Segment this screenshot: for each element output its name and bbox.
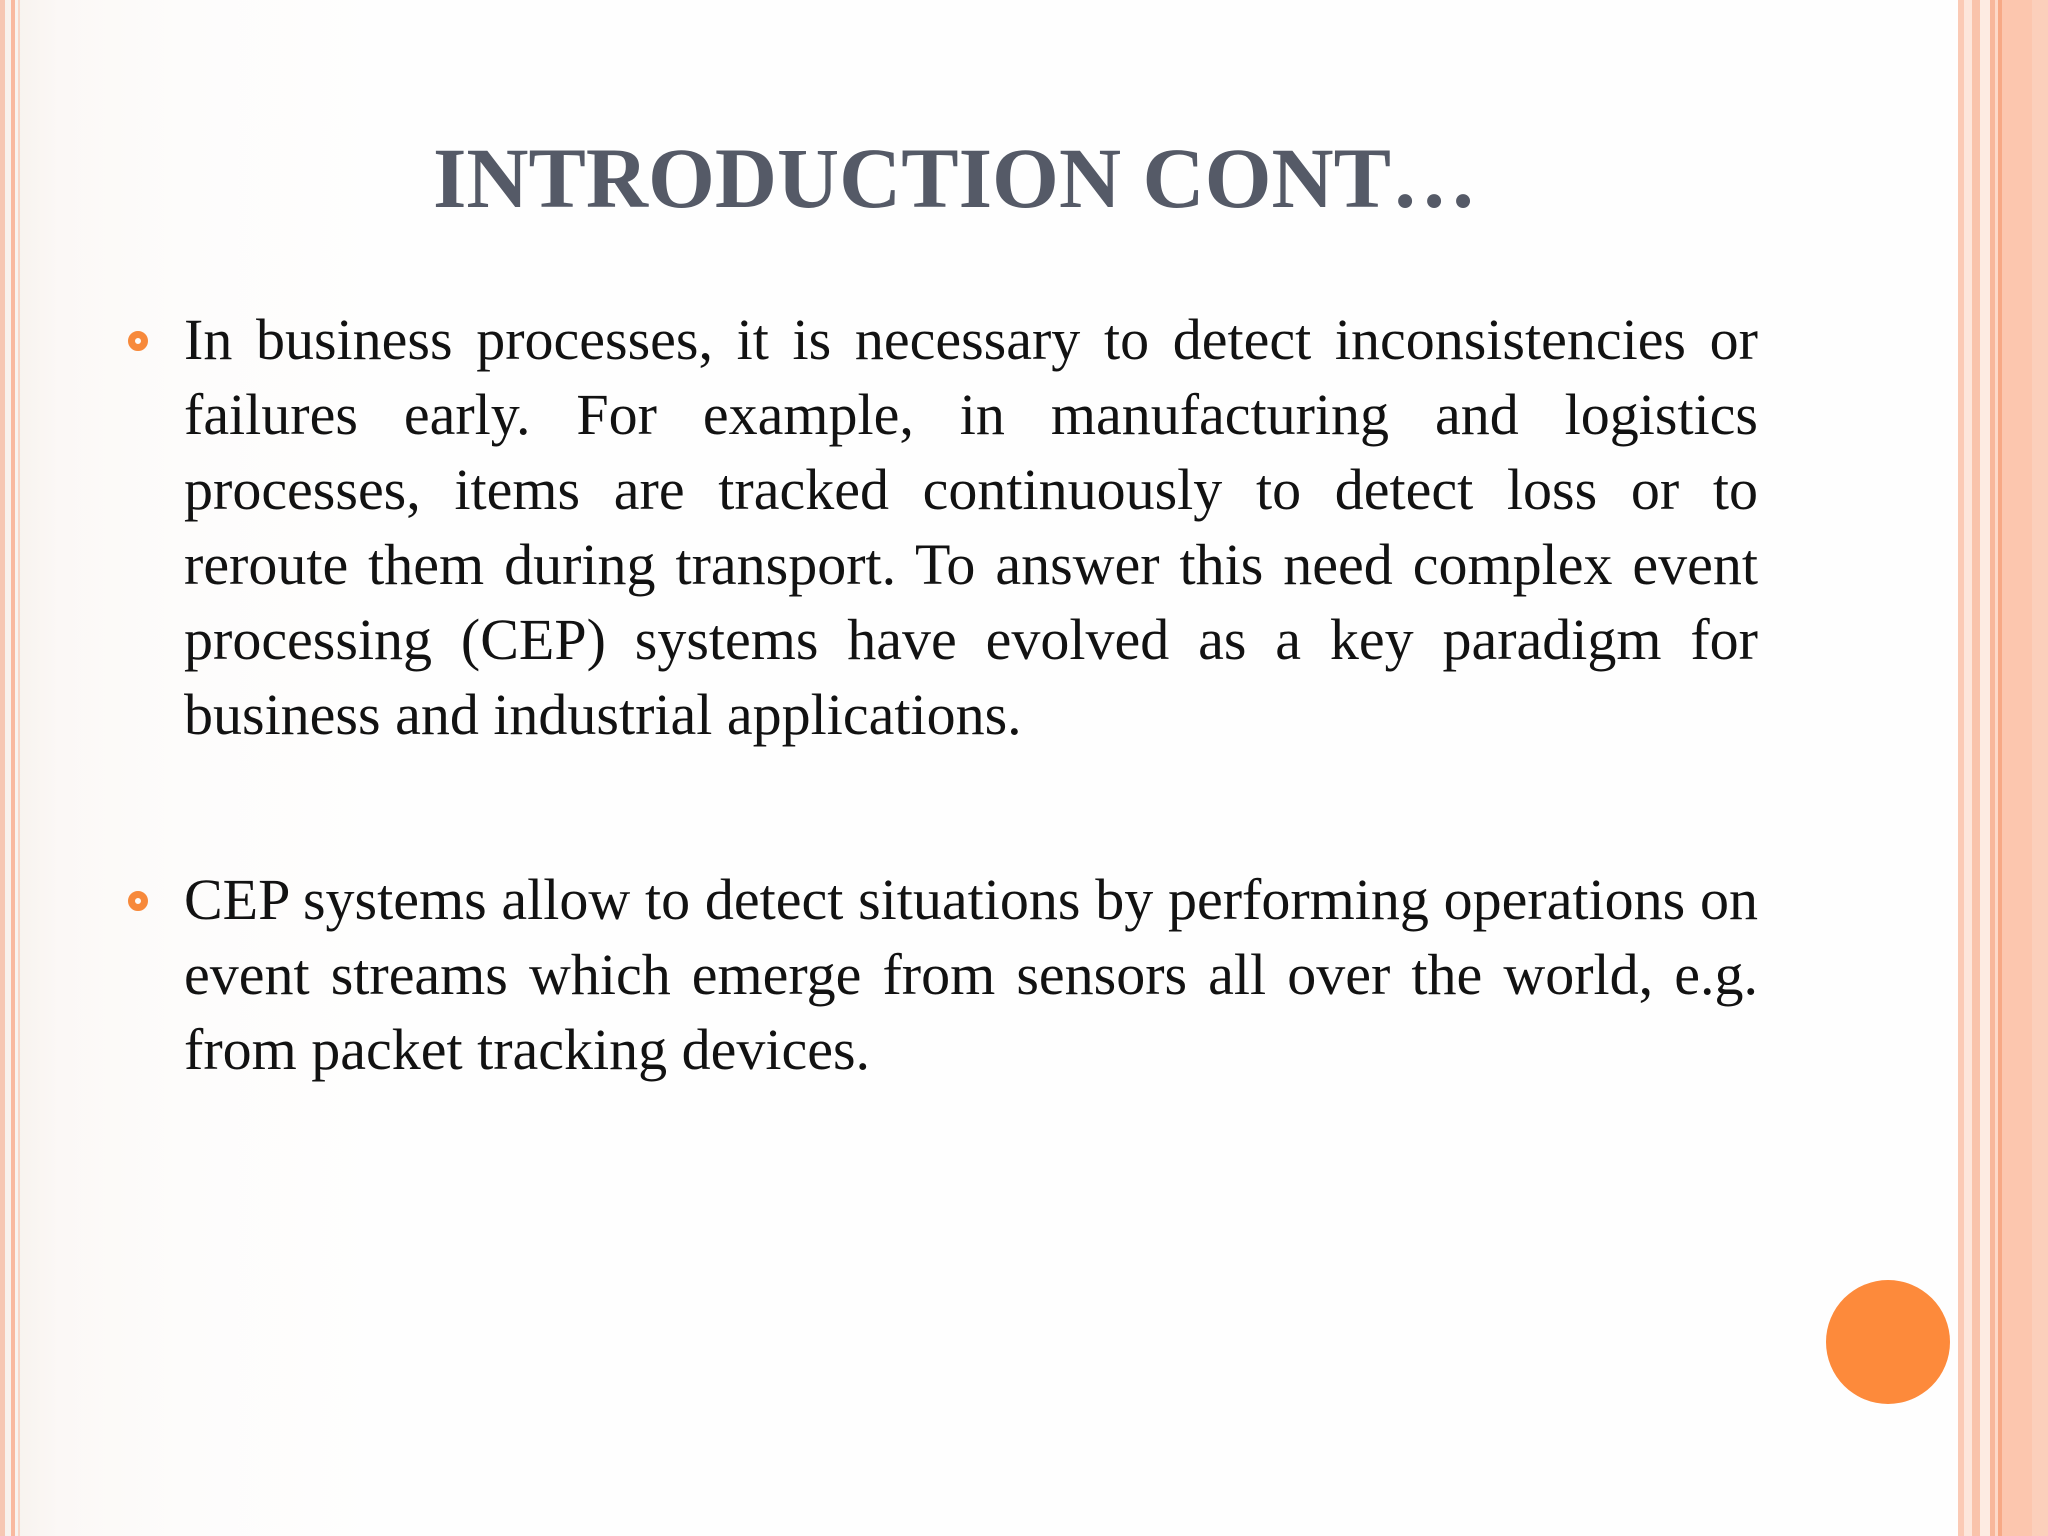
left-border-line (11, 0, 15, 1536)
right-stripe (1980, 0, 1990, 1536)
bullet-item (122, 302, 1758, 752)
ring-bullet-icon (128, 331, 148, 351)
left-border-line (0, 0, 5, 1536)
slide-title: INTRODUCTION CONT… (432, 130, 1478, 226)
left-border-line (18, 0, 20, 1536)
right-stripe (1972, 0, 1980, 1536)
bullet-text: CEP systems allow to detect situations by performing operations on event streams which emerge from sensors all over the world, e.g. from packet tracking devices. (184, 867, 1758, 1082)
bullet-item (122, 862, 1758, 1087)
ring-bullet-icon (128, 891, 148, 911)
bullet-text: In business processes, it is necessary to detect inconsistencies or failures early. For example, in manufacturing and logistics processes, items are tracked continuously to detect loss or to reroute them during transport. To answer this need complex event processing (CEP) systems have evolved as a key paradigm for business and industrial applications. (184, 307, 1758, 747)
orange-circle-icon (1826, 1280, 1950, 1404)
right-stripe (2032, 0, 2048, 1536)
right-stripe (1964, 0, 1972, 1536)
right-stripe (2002, 0, 2032, 1536)
